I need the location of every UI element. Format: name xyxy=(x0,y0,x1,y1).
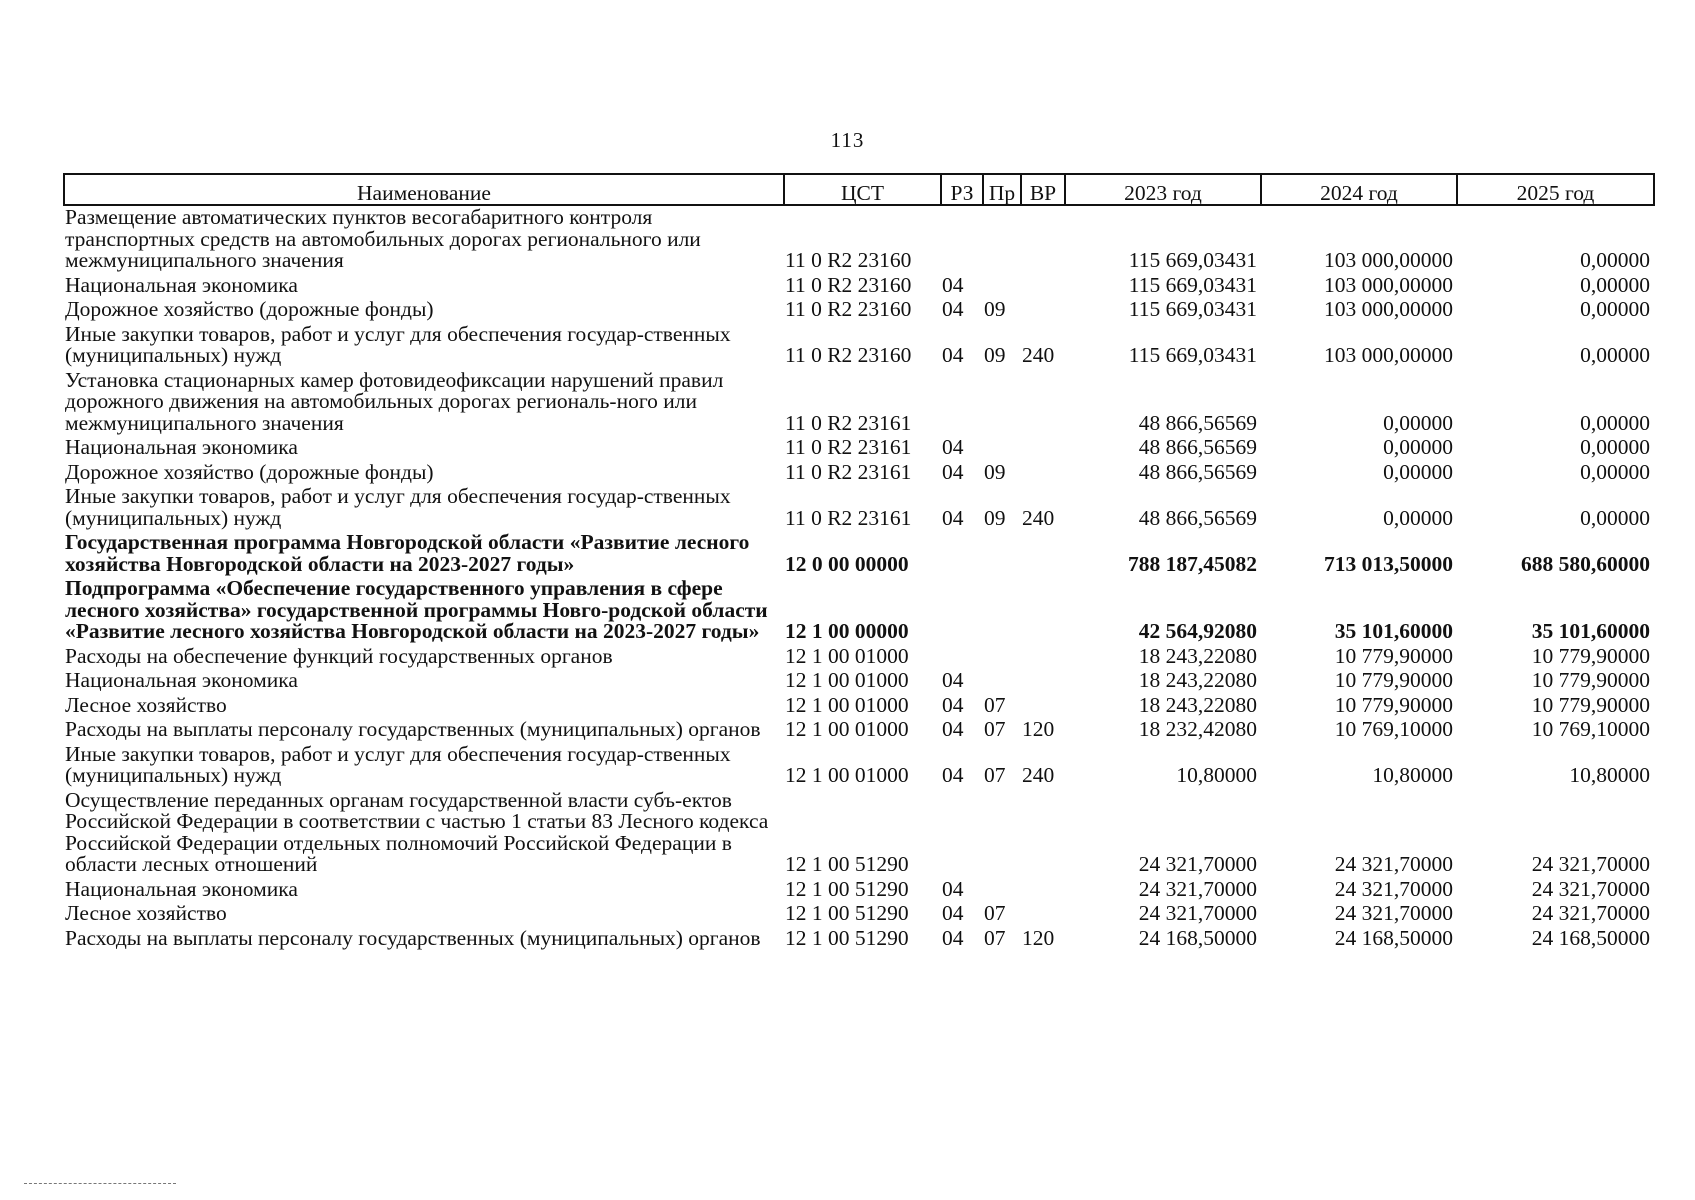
rz-cell: 04 xyxy=(942,343,964,367)
amount-2023-cell: 18 232,42080 xyxy=(1138,717,1257,741)
name-cell: Дорожное хозяйство (дорожные фонды) xyxy=(65,459,434,484)
amount-2025-cell: 24 168,50000 xyxy=(1531,925,1650,950)
amount-2024-cell: 0,00000 xyxy=(1383,435,1453,459)
amount-2025-cell: 10,80000 xyxy=(1569,763,1650,787)
table-row xyxy=(64,789,1654,878)
amount-2024-cell: 103 000,00000 xyxy=(1324,343,1453,367)
pr-cell: 07 xyxy=(984,901,1006,925)
name-cell: Национальная экономика xyxy=(65,435,298,459)
name-cell: Лесное хозяйство xyxy=(65,901,227,925)
amount-2023-cell: 24 321,70000 xyxy=(1138,901,1257,925)
rz-cell xyxy=(941,789,983,878)
header-2023: 2023 год xyxy=(1065,174,1261,205)
pr-cell xyxy=(983,274,1021,299)
table-row xyxy=(64,743,1654,789)
vr-cell xyxy=(1021,645,1065,670)
rz-cell: 04 xyxy=(942,692,964,717)
rz-cell: 04 xyxy=(942,901,964,925)
table-row xyxy=(64,927,1654,952)
amount-2024-cell: 24 321,70000 xyxy=(1334,852,1453,876)
amount-2025-cell: 0,00000 xyxy=(1580,505,1650,530)
cst-cell: 12 1 00 51290 xyxy=(785,901,909,925)
pr-cell xyxy=(983,878,1021,903)
amount-2024-cell: 24 321,70000 xyxy=(1334,876,1453,901)
rz-cell xyxy=(941,369,983,437)
name-cell: Расходы на обеспечение функций государственных органов xyxy=(65,643,613,668)
cst-cell: 12 1 00 51290 xyxy=(785,876,909,901)
table-row xyxy=(64,577,1654,645)
amount-2024-cell: 103 000,00000 xyxy=(1324,297,1453,321)
budget-table xyxy=(63,173,1655,951)
rz-cell: 04 xyxy=(942,876,964,901)
amount-2025-cell: 10 779,90000 xyxy=(1531,643,1650,668)
table-row xyxy=(64,878,1654,903)
amount-2023-cell: 48 866,56569 xyxy=(1138,505,1257,530)
rz-cell: 04 xyxy=(942,717,964,741)
vr-cell: 120 xyxy=(1022,925,1055,950)
table-row xyxy=(64,645,1654,670)
pr-cell xyxy=(983,531,1021,577)
pr-cell xyxy=(983,645,1021,670)
table-row xyxy=(64,694,1654,719)
name-cell: Лесное хозяйство xyxy=(65,692,227,717)
cst-cell: 11 0 R2 23160 xyxy=(785,297,912,321)
vr-cell xyxy=(1021,878,1065,903)
name-cell: Дорожное хозяйство (дорожные фонды) xyxy=(65,297,434,321)
table-row xyxy=(64,461,1654,486)
cst-cell: 11 0 R2 23161 xyxy=(785,459,912,484)
amount-2023-cell: 115 669,03431 xyxy=(1128,248,1257,272)
name-cell: Национальная экономика xyxy=(65,272,298,297)
table-row xyxy=(64,485,1654,531)
header-name: Наименование xyxy=(64,174,784,205)
amount-2023-cell: 115 669,03431 xyxy=(1128,297,1257,321)
pr-cell xyxy=(983,436,1021,461)
amount-2023-cell: 48 866,56569 xyxy=(1138,435,1257,459)
rz-cell: 04 xyxy=(942,272,964,297)
vr-cell xyxy=(1021,274,1065,299)
header-2024: 2024 год xyxy=(1261,174,1457,205)
cst-cell: 12 0 00 00000 xyxy=(785,551,909,576)
vr-cell xyxy=(1021,694,1065,719)
amount-2025-cell: 24 321,70000 xyxy=(1531,901,1650,925)
cst-cell: 11 0 R2 23161 xyxy=(785,410,912,435)
amount-2024-cell: 10 779,90000 xyxy=(1334,692,1453,717)
vr-cell xyxy=(1021,789,1065,878)
table-header xyxy=(64,174,1654,205)
table-row xyxy=(64,531,1654,577)
vr-cell xyxy=(1021,902,1065,927)
amount-2025-cell: 10 779,90000 xyxy=(1531,668,1650,692)
name-cell: Иные закупки товаров, работ и услуг для обеспечения государ-ственных (муниципальных) нужд xyxy=(65,484,731,530)
amount-2024-cell: 0,00000 xyxy=(1383,505,1453,530)
amount-2023-cell: 24 321,70000 xyxy=(1138,852,1257,876)
name-cell: Осуществление переданных органам государственной власти субъ-ектов Российской Федерации в соответствии с частью 1 статьи 83 Лесного кодекса Российской Федерации отдельных полномочий Российской Федерации в области лесных отношений xyxy=(65,787,769,876)
rz-cell: 04 xyxy=(942,459,964,484)
vr-cell xyxy=(1021,461,1065,486)
amount-2024-cell: 103 000,00000 xyxy=(1324,248,1453,272)
amount-2024-cell: 10 769,10000 xyxy=(1334,717,1453,741)
cst-cell: 11 0 R2 23161 xyxy=(785,435,912,459)
header-2025: 2025 год xyxy=(1457,174,1654,205)
name-cell: Расходы на выплаты персоналу государственных (муниципальных) органов xyxy=(65,925,761,950)
table-body xyxy=(64,205,1654,951)
rz-cell: 04 xyxy=(942,925,964,950)
pr-cell: 07 xyxy=(984,763,1006,787)
table-row xyxy=(64,902,1654,927)
table-row xyxy=(64,298,1654,323)
rz-cell xyxy=(941,205,983,274)
name-cell: Государственная программа Новгородской области «Развитие лесного хозяйства Новгородской области на 2023-2027 годы» xyxy=(65,530,750,576)
table-row xyxy=(64,323,1654,369)
vr-cell xyxy=(1021,369,1065,437)
header-cst: ЦСТ xyxy=(784,174,941,205)
pr-cell xyxy=(983,205,1021,274)
cst-cell: 12 1 00 01000 xyxy=(785,692,909,717)
cst-cell: 12 1 00 00000 xyxy=(785,619,909,643)
vr-cell xyxy=(1021,436,1065,461)
amount-2025-cell: 0,00000 xyxy=(1580,248,1650,272)
amount-2025-cell: 0,00000 xyxy=(1580,410,1650,435)
name-cell: Иные закупки товаров, работ и услуг для обеспечения государ-ственных (муниципальных) нужд xyxy=(65,321,731,367)
pr-cell xyxy=(983,669,1021,694)
amount-2023-cell: 18 243,22080 xyxy=(1138,692,1257,717)
cst-cell: 11 0 R2 23160 xyxy=(785,248,912,272)
table-row xyxy=(64,718,1654,743)
amount-2023-cell: 48 866,56569 xyxy=(1138,459,1257,484)
amount-2023-cell: 115 669,03431 xyxy=(1128,343,1257,367)
amount-2025-cell: 24 321,70000 xyxy=(1531,876,1650,901)
pr-cell: 07 xyxy=(984,925,1006,950)
amount-2025-cell: 24 321,70000 xyxy=(1531,852,1650,876)
amount-2023-cell: 18 243,22080 xyxy=(1138,643,1257,668)
cst-cell: 11 0 R2 23160 xyxy=(785,343,912,367)
vr-cell xyxy=(1021,298,1065,323)
amount-2024-cell: 103 000,00000 xyxy=(1324,272,1453,297)
amount-2023-cell: 48 866,56569 xyxy=(1138,410,1257,435)
amount-2023-cell: 10,80000 xyxy=(1176,763,1257,787)
rz-cell: 04 xyxy=(942,435,964,459)
header-pr: Пр xyxy=(983,174,1021,205)
name-cell: Иные закупки товаров, работ и услуг для обеспечения государ-ственных (муниципальных) нужд xyxy=(65,741,731,787)
header-vr: ВР xyxy=(1021,174,1065,205)
rz-cell: 04 xyxy=(942,763,964,787)
amount-2023-cell: 24 168,50000 xyxy=(1138,925,1257,950)
name-cell: Подпрограмма «Обеспечение государственного управления в сфере лесного хозяйства» государственной программы Новго-родской области «Развитие лесного хозяйства Новгородской области на 2023-2027 годы» xyxy=(65,576,768,643)
vr-cell: 240 xyxy=(1022,343,1055,367)
rz-cell: 04 xyxy=(942,668,964,692)
table-row xyxy=(64,369,1654,437)
rz-cell xyxy=(941,577,983,645)
amount-2024-cell: 10,80000 xyxy=(1372,763,1453,787)
amount-2024-cell: 24 168,50000 xyxy=(1334,925,1453,950)
cst-cell: 11 0 R2 23160 xyxy=(785,272,912,297)
vr-cell xyxy=(1021,577,1065,645)
amount-2024-cell: 24 321,70000 xyxy=(1334,901,1453,925)
pr-cell: 09 xyxy=(984,505,1006,530)
pr-cell: 09 xyxy=(984,459,1006,484)
name-cell: Национальная экономика xyxy=(65,876,298,901)
amount-2023-cell: 42 564,92080 xyxy=(1138,619,1257,643)
vr-cell: 240 xyxy=(1022,763,1055,787)
amount-2025-cell: 0,00000 xyxy=(1580,435,1650,459)
amount-2025-cell: 0,00000 xyxy=(1580,297,1650,321)
rz-cell xyxy=(941,645,983,670)
name-cell: Национальная экономика xyxy=(65,668,298,692)
page-number: 113 xyxy=(830,128,865,152)
pr-cell: 07 xyxy=(984,717,1006,741)
vr-cell xyxy=(1021,205,1065,274)
amount-2025-cell: 0,00000 xyxy=(1580,343,1650,367)
amount-2025-cell: 0,00000 xyxy=(1580,272,1650,297)
pr-cell: 07 xyxy=(984,692,1006,717)
table-row xyxy=(64,669,1654,694)
cst-cell: 12 1 00 51290 xyxy=(785,852,909,876)
amount-2023-cell: 115 669,03431 xyxy=(1128,272,1257,297)
amount-2025-cell: 10 779,90000 xyxy=(1531,692,1650,717)
amount-2024-cell: 0,00000 xyxy=(1383,459,1453,484)
amount-2023-cell: 18 243,22080 xyxy=(1138,668,1257,692)
header-rz: РЗ xyxy=(941,174,983,205)
name-cell: Расходы на выплаты персоналу государственных (муниципальных) органов xyxy=(65,717,761,741)
pr-cell: 09 xyxy=(984,297,1006,321)
amount-2025-cell: 35 101,60000 xyxy=(1531,619,1650,643)
table-row xyxy=(64,436,1654,461)
rz-cell: 04 xyxy=(942,297,964,321)
amount-2023-cell: 24 321,70000 xyxy=(1138,876,1257,901)
amount-2025-cell: 10 769,10000 xyxy=(1531,717,1650,741)
footer-rule xyxy=(24,1183,176,1184)
amount-2024-cell: 10 779,90000 xyxy=(1334,643,1453,668)
cst-cell: 11 0 R2 23161 xyxy=(785,505,912,530)
cst-cell: 12 1 00 01000 xyxy=(785,668,909,692)
cst-cell: 12 1 00 01000 xyxy=(785,763,909,787)
cst-cell: 12 1 00 01000 xyxy=(785,717,909,741)
vr-cell xyxy=(1021,531,1065,577)
amount-2023-cell: 788 187,45082 xyxy=(1128,551,1257,576)
pr-cell xyxy=(983,369,1021,437)
pr-cell xyxy=(983,577,1021,645)
rz-cell: 04 xyxy=(942,505,964,530)
pr-cell xyxy=(983,789,1021,878)
amount-2024-cell: 713 013,50000 xyxy=(1324,551,1453,576)
amount-2024-cell: 35 101,60000 xyxy=(1334,619,1453,643)
vr-cell xyxy=(1021,669,1065,694)
table-row xyxy=(64,205,1654,274)
amount-2025-cell: 688 580,60000 xyxy=(1521,551,1650,576)
name-cell: Размещение автоматических пунктов весогабаритного контроля транспортных средств на автомобильных дорогах регионального или межмуниципального значения xyxy=(65,205,701,272)
vr-cell: 120 xyxy=(1022,717,1055,741)
cst-cell: 12 1 00 51290 xyxy=(785,925,909,950)
table-row xyxy=(64,274,1654,299)
pr-cell: 09 xyxy=(984,343,1006,367)
vr-cell: 240 xyxy=(1022,505,1055,530)
rz-cell xyxy=(941,531,983,577)
amount-2024-cell: 10 779,90000 xyxy=(1334,668,1453,692)
amount-2024-cell: 0,00000 xyxy=(1383,410,1453,435)
amount-2025-cell: 0,00000 xyxy=(1580,459,1650,484)
name-cell: Установка стационарных камер фотовидеофиксации нарушений правил дорожного движения на автомобильных дорогах региональ-ного или межмуниципального значения xyxy=(65,367,724,435)
cst-cell: 12 1 00 01000 xyxy=(785,643,909,668)
